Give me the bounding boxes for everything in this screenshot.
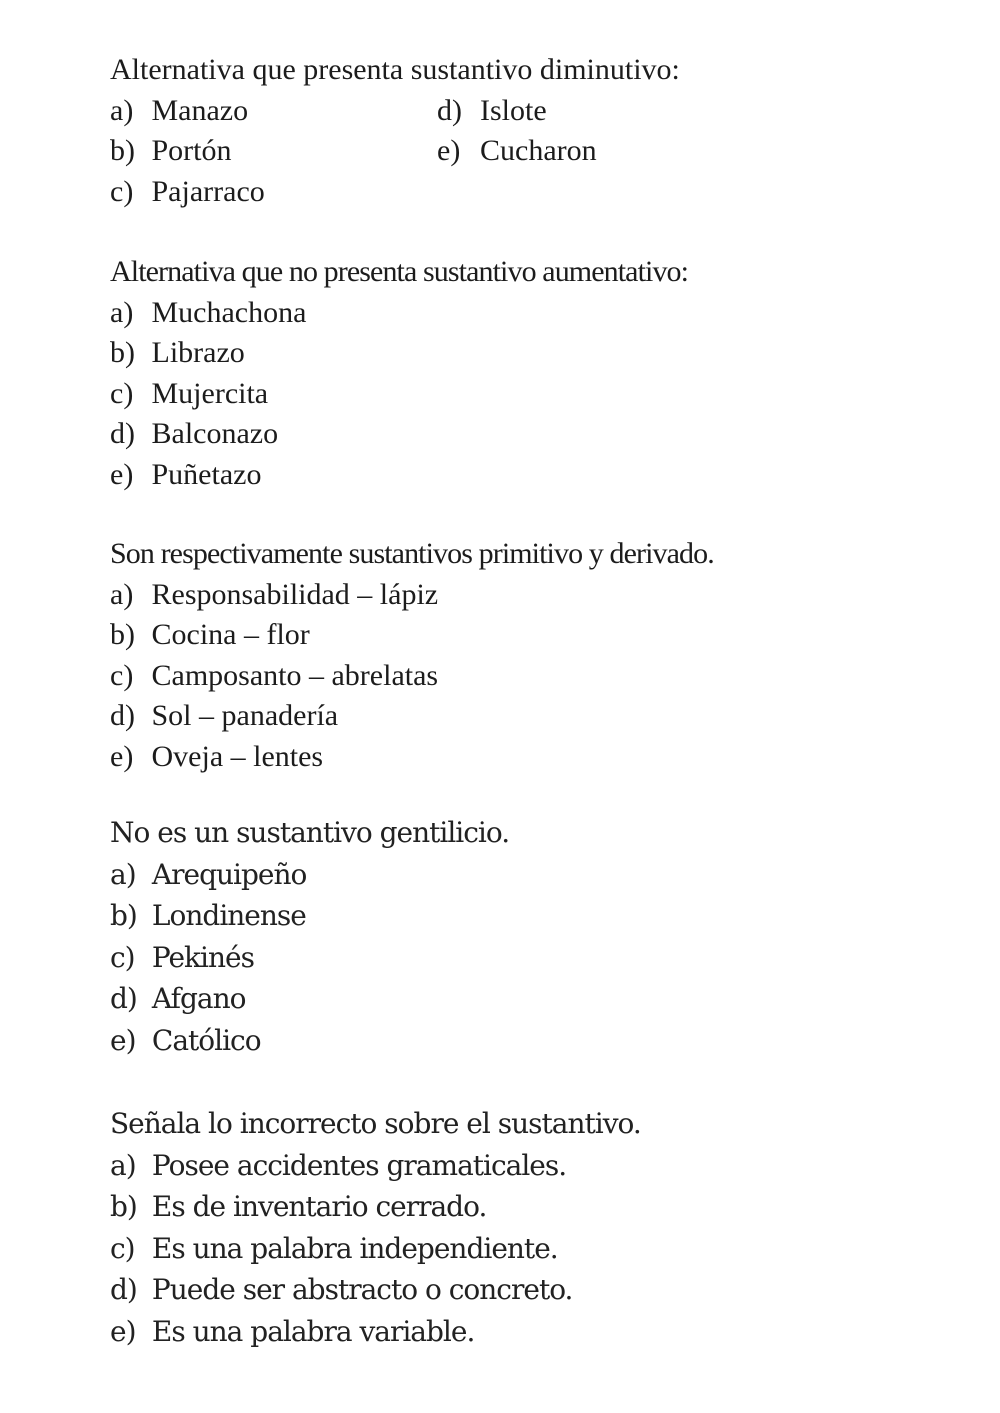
question-5-stem: Señala lo incorrecto sobre el sustantivo.: [110, 1107, 641, 1140]
option-text: Arequipeño: [151, 857, 307, 891]
option-letter: e): [110, 739, 134, 773]
option-letter: b): [110, 899, 137, 932]
option-text: Muchachona: [151, 295, 307, 329]
option-letter: d): [110, 982, 137, 1015]
option-text: Pajarraco: [151, 174, 265, 208]
option-b[interactable]: [110, 333, 930, 374]
option-text: Cucharon: [480, 134, 597, 167]
option-c[interactable]: [110, 656, 930, 697]
option-d[interactable]: [110, 696, 930, 737]
option-letter: e): [110, 1023, 136, 1057]
option-text: Oveja – lentes: [151, 739, 324, 773]
question-3: [110, 534, 930, 777]
option-text: Manazo: [151, 93, 249, 127]
option-letter: a): [110, 93, 134, 127]
option-text: Afgano: [151, 982, 246, 1015]
option-e[interactable]: [437, 131, 597, 172]
option-e[interactable]: [110, 455, 930, 496]
option-e[interactable]: [110, 737, 930, 778]
option-d[interactable]: [437, 91, 597, 132]
option-letter: b): [110, 1190, 137, 1223]
option-text: Católico: [151, 1023, 261, 1057]
option-a[interactable]: [110, 91, 265, 132]
option-letter: c): [110, 940, 135, 974]
option-b[interactable]: [110, 895, 930, 937]
option-text: Londinense: [151, 899, 306, 932]
option-c[interactable]: [110, 374, 930, 415]
question-1-column-left: [110, 91, 265, 213]
option-text: Cocina – flor: [151, 618, 310, 651]
option-letter: c): [110, 658, 134, 692]
option-letter: b): [110, 134, 135, 167]
option-text: Islote: [480, 93, 547, 127]
option-text: Portón: [151, 134, 232, 167]
option-letter: a): [110, 295, 134, 329]
question-4: [110, 812, 930, 1061]
option-letter: e): [437, 134, 461, 167]
question-2-stem: Alternativa que no presenta sustantivo aumentativo:: [110, 255, 689, 288]
option-d[interactable]: [110, 978, 930, 1020]
question-2: [110, 252, 930, 495]
option-letter: e): [110, 457, 134, 491]
option-text: Camposanto – abrelatas: [151, 658, 439, 692]
option-text: Puñetazo: [151, 457, 262, 491]
option-d[interactable]: [110, 414, 930, 455]
option-b[interactable]: [110, 131, 265, 172]
option-text: Responsabilidad – lápiz: [151, 577, 439, 611]
option-d[interactable]: [110, 1269, 930, 1311]
option-text: Mujercita: [151, 376, 269, 410]
option-text: Balconazo: [151, 417, 279, 450]
option-a[interactable]: [110, 293, 930, 334]
question-1-column-right: [437, 91, 597, 172]
option-letter: d): [110, 417, 135, 450]
option-c[interactable]: [110, 172, 265, 213]
option-letter: d): [110, 1273, 137, 1306]
option-c[interactable]: [110, 1228, 930, 1270]
option-letter: d): [437, 93, 462, 127]
option-b[interactable]: [110, 615, 930, 656]
question-5: [110, 1103, 930, 1352]
option-text: Posee accidentes gramaticales.: [151, 1148, 567, 1182]
option-text: Sol – panadería: [151, 699, 339, 732]
option-letter: a): [110, 1148, 136, 1182]
option-a[interactable]: [110, 854, 930, 896]
question-4-stem: No es un sustantivo gentilicio.: [110, 816, 510, 849]
option-text: Librazo: [151, 336, 245, 369]
option-letter: c): [110, 376, 134, 410]
option-letter: a): [110, 577, 134, 611]
option-letter: b): [110, 618, 135, 651]
option-text: Es una palabra independiente.: [151, 1231, 558, 1265]
option-e[interactable]: [110, 1311, 930, 1353]
option-b[interactable]: [110, 1186, 930, 1228]
option-e[interactable]: [110, 1020, 930, 1062]
option-letter: a): [110, 857, 136, 891]
option-text: Es una palabra variable.: [151, 1314, 475, 1348]
option-letter: b): [110, 336, 135, 369]
option-text: Es de inventario cerrado.: [151, 1190, 487, 1223]
question-3-stem: Son respectivamente sustantivos primitivo y derivado.: [110, 537, 714, 570]
option-a[interactable]: [110, 575, 930, 616]
question-1-options: [110, 91, 930, 213]
option-c[interactable]: [110, 937, 930, 979]
question-1: [110, 50, 930, 212]
option-a[interactable]: [110, 1145, 930, 1187]
option-text: Puede ser abstracto o concreto.: [151, 1273, 573, 1306]
option-letter: c): [110, 1231, 135, 1265]
option-letter: d): [110, 699, 135, 732]
question-1-stem: Alternativa que presenta sustantivo diminutivo:: [110, 53, 680, 86]
option-letter: c): [110, 174, 134, 208]
option-letter: e): [110, 1314, 136, 1348]
option-text: Pekinés: [151, 940, 254, 974]
